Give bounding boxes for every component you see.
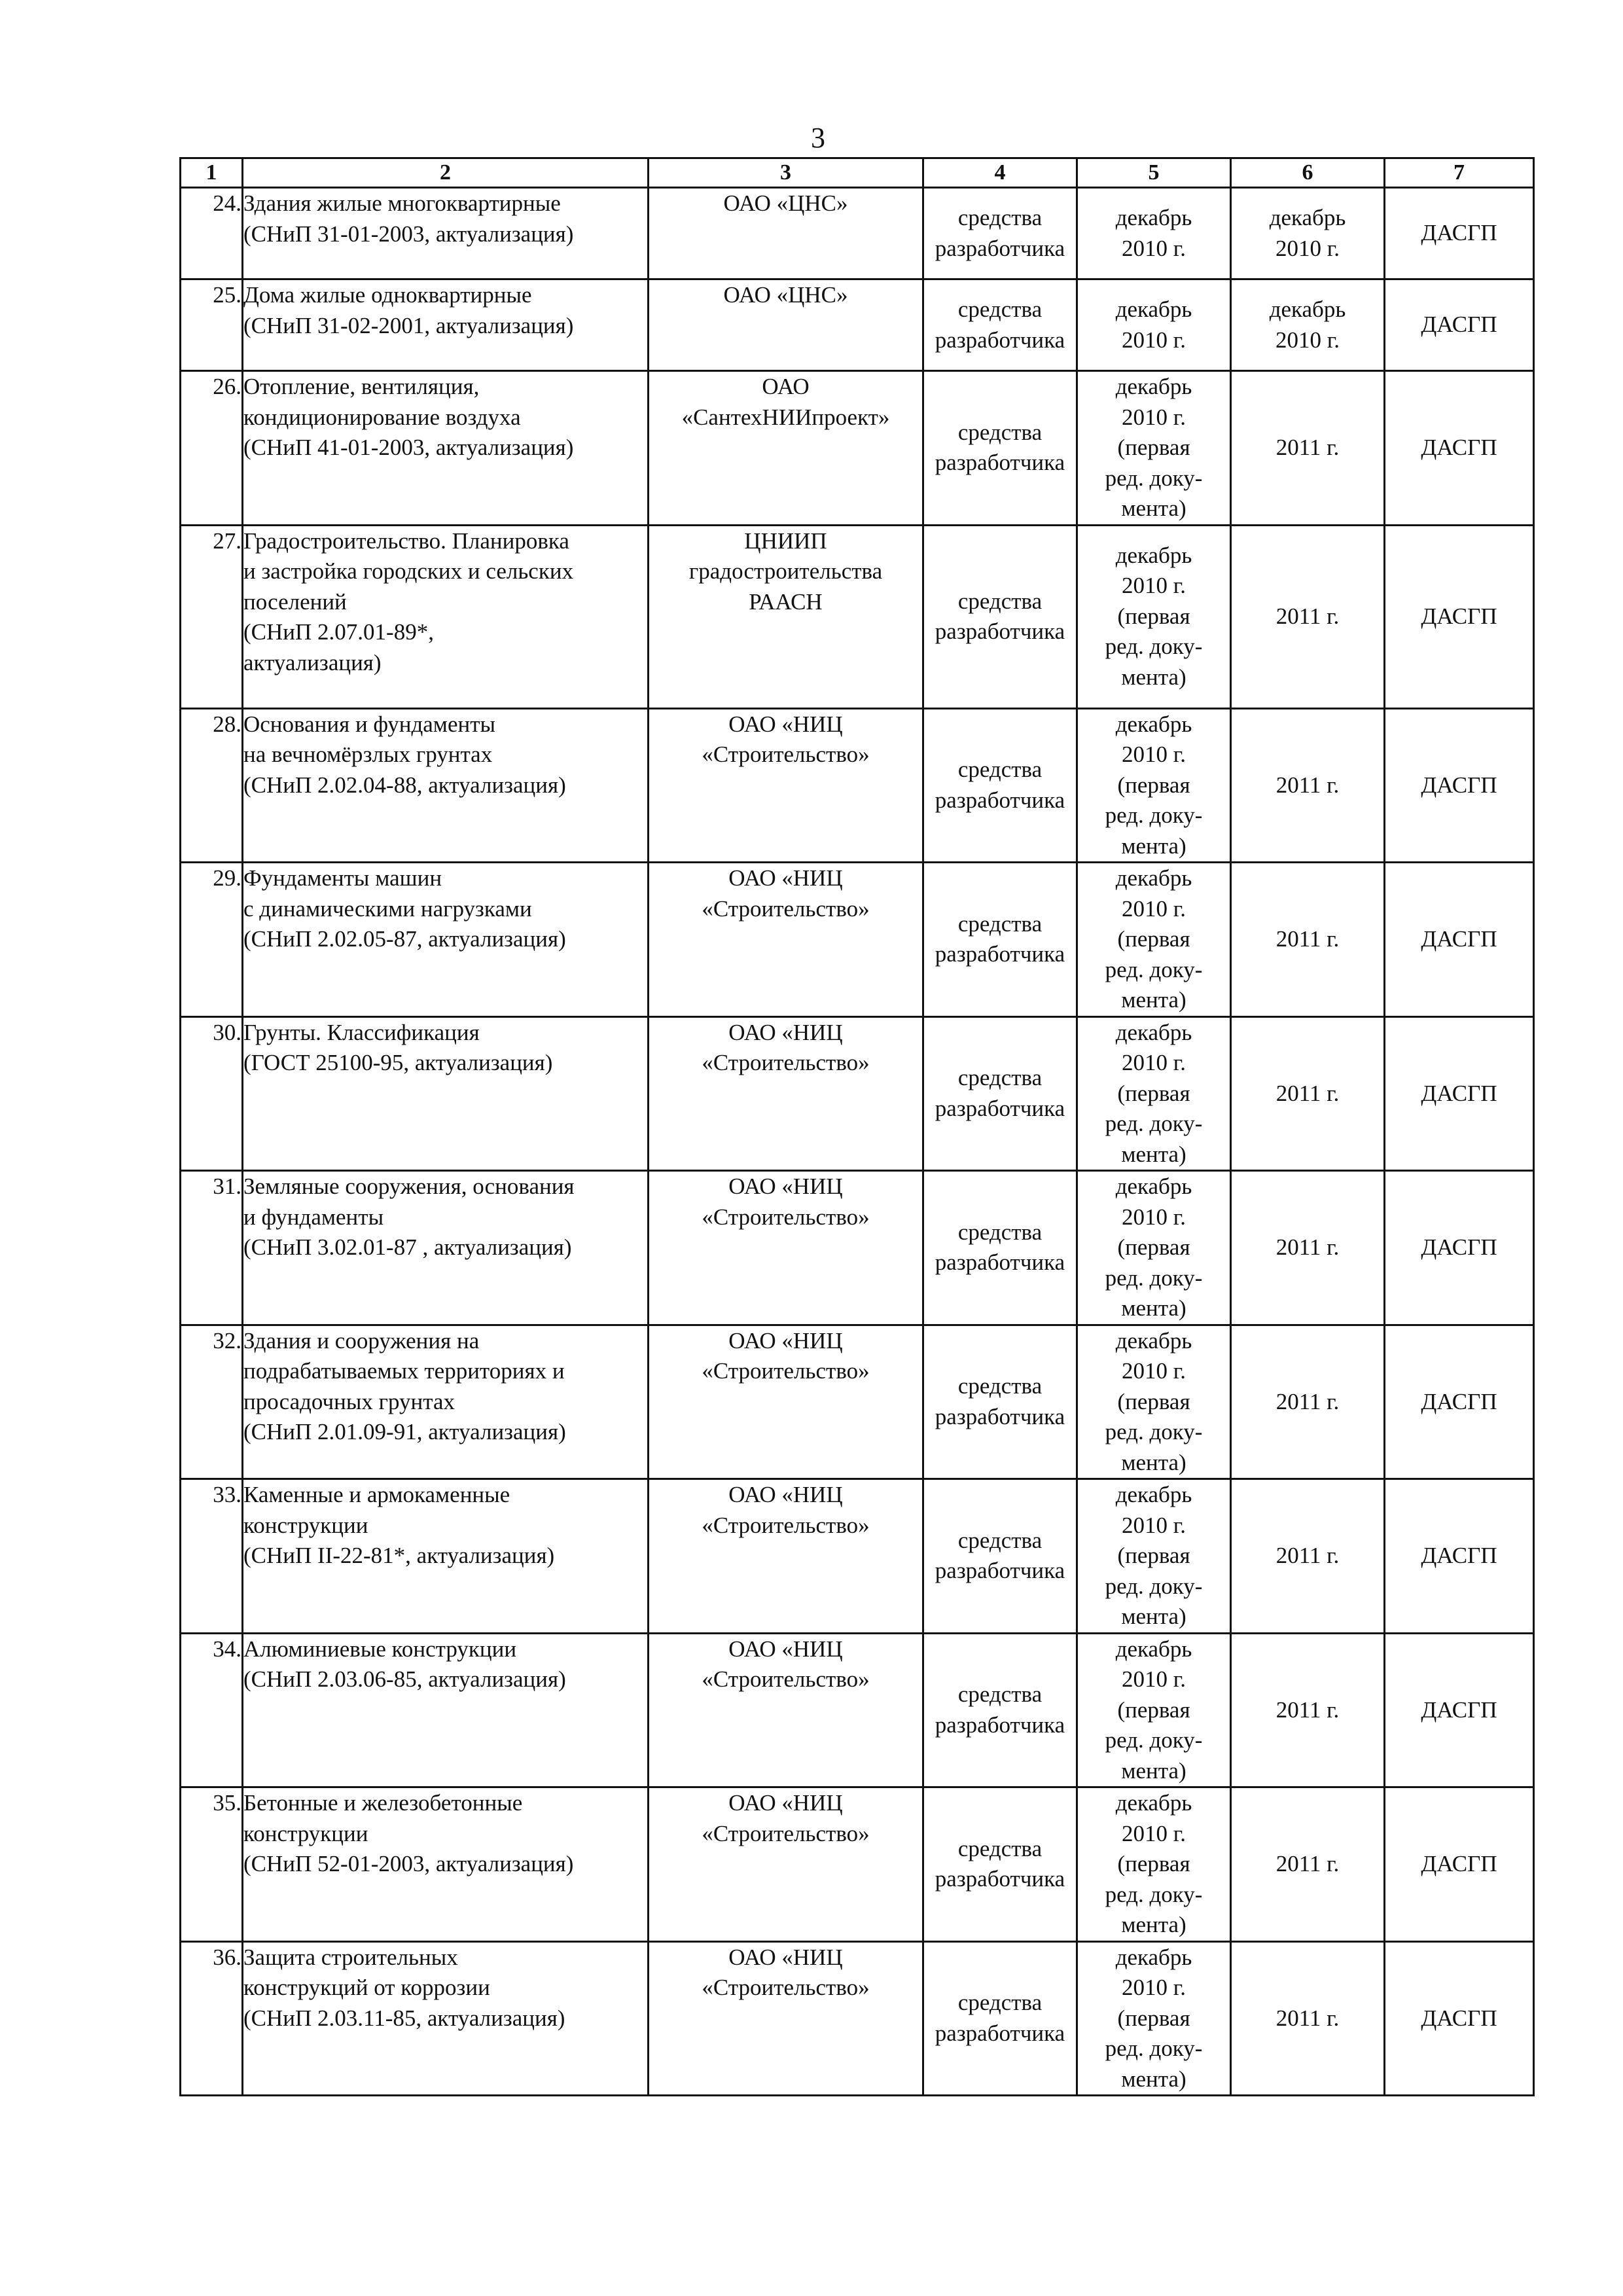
table-row [181, 279, 1534, 371]
developer-organization: ОАО «НИЦ «Строительство» [649, 1787, 923, 1942]
approval-date: 2011 г. [1231, 1633, 1385, 1787]
row-number: 33. [181, 1479, 243, 1634]
approval-date: 2011 г. [1231, 525, 1385, 708]
header-col-7: 7 [1385, 158, 1534, 188]
document-title: Отопление, вентиляция, кондиционирование воздуха (СНиП 41-01-2003, актуализация) [243, 371, 649, 526]
development-date: декабрь 2010 г. (первая ред. доку- мента) [1077, 1941, 1231, 2096]
funding-source: средства разработчика [923, 708, 1077, 863]
row-number: 36. [181, 1941, 243, 2096]
development-date: декабрь 2010 г. (первая ред. доку- мента) [1077, 1479, 1231, 1634]
standards-table [179, 157, 1535, 2096]
approval-date: декабрь 2010 г. [1231, 188, 1385, 279]
document-title: Бетонные и железобетонные конструкции (СНиП 52-01-2003, актуализация) [243, 1787, 649, 1942]
developer-organization: ОАО «НИЦ «Строительство» [649, 1016, 923, 1171]
page-number: 3 [811, 122, 825, 154]
responsible-department: ДАСГП [1385, 1171, 1534, 1325]
funding-source: средства разработчика [923, 525, 1077, 708]
table-row [181, 525, 1534, 708]
funding-source: средства разработчика [923, 863, 1077, 1017]
table-row [181, 1941, 1534, 2096]
developer-organization: ОАО «ЦНС» [649, 279, 923, 371]
row-number: 25. [181, 279, 243, 371]
row-number: 27. [181, 525, 243, 708]
responsible-department: ДАСГП [1385, 708, 1534, 863]
funding-source: средства разработчика [923, 279, 1077, 371]
header-col-5: 5 [1077, 158, 1231, 188]
development-date: декабрь 2010 г. [1077, 188, 1231, 279]
developer-organization: ОАО «СантехНИИпроект» [649, 371, 923, 526]
document-title: Градостроительство. Планировка и застройка городских и сельских поселений (СНиП 2.07.01-89*, актуализация) [243, 525, 649, 708]
development-date: декабрь 2010 г. (первая ред. доку- мента) [1077, 863, 1231, 1017]
header-col-4: 4 [923, 158, 1077, 188]
responsible-department: ДАСГП [1385, 188, 1534, 279]
approval-date: 2011 г. [1231, 708, 1385, 863]
row-number: 31. [181, 1171, 243, 1325]
document-title: Земляные сооружения, основания и фундаменты (СНиП 3.02.01-87 , актуализация) [243, 1171, 649, 1325]
table-row [181, 863, 1534, 1017]
funding-source: средства разработчика [923, 371, 1077, 526]
development-date: декабрь 2010 г. (первая ред. доку- мента) [1077, 371, 1231, 526]
developer-organization: ОАО «НИЦ «Строительство» [649, 1941, 923, 2096]
row-number: 26. [181, 371, 243, 526]
table-row [181, 1479, 1534, 1634]
row-number: 32. [181, 1325, 243, 1479]
table-row [181, 371, 1534, 526]
document-title: Защита строительных конструкций от коррозии (СНиП 2.03.11-85, актуализация) [243, 1941, 649, 2096]
funding-source: средства разработчика [923, 1787, 1077, 1942]
developer-organization: ОАО «НИЦ «Строительство» [649, 1171, 923, 1325]
row-number: 30. [181, 1016, 243, 1171]
document-title: Основания и фундаменты на вечномёрзлых грунтах (СНиП 2.02.04-88, актуализация) [243, 708, 649, 863]
funding-source: средства разработчика [923, 1633, 1077, 1787]
development-date: декабрь 2010 г. (первая ред. доку- мента) [1077, 1016, 1231, 1171]
developer-organization: ОАО «НИЦ «Строительство» [649, 708, 923, 863]
approval-date: 2011 г. [1231, 1941, 1385, 2096]
approval-date: 2011 г. [1231, 1787, 1385, 1942]
header-col-3: 3 [649, 158, 923, 188]
approval-date: декабрь 2010 г. [1231, 279, 1385, 371]
developer-organization: ЦНИИП градостроительства РААСН [649, 525, 923, 708]
developer-organization: ОАО «НИЦ «Строительство» [649, 1633, 923, 1787]
development-date: декабрь 2010 г. [1077, 279, 1231, 371]
responsible-department: ДАСГП [1385, 1325, 1534, 1479]
approval-date: 2011 г. [1231, 1325, 1385, 1479]
row-number: 24. [181, 188, 243, 279]
document-title: Грунты. Классификация (ГОСТ 25100-95, актуализация) [243, 1016, 649, 1171]
responsible-department: ДАСГП [1385, 1787, 1534, 1942]
document-title: Каменные и армокаменные конструкции (СНиП II-22-81*, актуализация) [243, 1479, 649, 1634]
responsible-department: ДАСГП [1385, 279, 1534, 371]
header-row [181, 158, 1534, 188]
responsible-department: ДАСГП [1385, 371, 1534, 526]
responsible-department: ДАСГП [1385, 525, 1534, 708]
approval-date: 2011 г. [1231, 1016, 1385, 1171]
document-title: Здания жилые многоквартирные (СНиП 31-01-2003, актуализация) [243, 188, 649, 279]
developer-organization: ОАО «ЦНС» [649, 188, 923, 279]
approval-date: 2011 г. [1231, 863, 1385, 1017]
document-title: Здания и сооружения на подрабатываемых территориях и просадочных грунтах (СНиП 2.01.09-91, актуализация) [243, 1325, 649, 1479]
funding-source: средства разработчика [923, 1325, 1077, 1479]
developer-organization: ОАО «НИЦ «Строительство» [649, 863, 923, 1017]
funding-source: средства разработчика [923, 188, 1077, 279]
developer-organization: ОАО «НИЦ «Строительство» [649, 1325, 923, 1479]
responsible-department: ДАСГП [1385, 863, 1534, 1017]
responsible-department: ДАСГП [1385, 1941, 1534, 2096]
development-date: декабрь 2010 г. (первая ред. доку- мента) [1077, 708, 1231, 863]
table-row [181, 1325, 1534, 1479]
document-title: Дома жилые одноквартирные (СНиП 31-02-2001, актуализация) [243, 279, 649, 371]
development-date: декабрь 2010 г. (первая ред. доку- мента) [1077, 1787, 1231, 1942]
row-number: 34. [181, 1633, 243, 1787]
row-number: 29. [181, 863, 243, 1017]
approval-date: 2011 г. [1231, 1479, 1385, 1634]
header-col-1: 1 [181, 158, 243, 188]
funding-source: средства разработчика [923, 1016, 1077, 1171]
header-col-2: 2 [243, 158, 649, 188]
development-date: декабрь 2010 г. (первая ред. доку- мента) [1077, 1171, 1231, 1325]
responsible-department: ДАСГП [1385, 1479, 1534, 1634]
development-date: декабрь 2010 г. (первая ред. доку- мента) [1077, 525, 1231, 708]
table-row [181, 708, 1534, 863]
table-row [181, 188, 1534, 279]
development-date: декабрь 2010 г. (первая ред. доку- мента) [1077, 1325, 1231, 1479]
header-col-6: 6 [1231, 158, 1385, 188]
row-number: 35. [181, 1787, 243, 1942]
responsible-department: ДАСГП [1385, 1016, 1534, 1171]
developer-organization: ОАО «НИЦ «Строительство» [649, 1479, 923, 1634]
approval-date: 2011 г. [1231, 1171, 1385, 1325]
funding-source: средства разработчика [923, 1171, 1077, 1325]
funding-source: средства разработчика [923, 1941, 1077, 2096]
row-number: 28. [181, 708, 243, 863]
approval-date: 2011 г. [1231, 371, 1385, 526]
table-row [181, 1633, 1534, 1787]
document-title: Алюминиевые конструкции (СНиП 2.03.06-85, актуализация) [243, 1633, 649, 1787]
responsible-department: ДАСГП [1385, 1633, 1534, 1787]
document-title: Фундаменты машин с динамическими нагрузками (СНиП 2.02.05-87, актуализация) [243, 863, 649, 1017]
table-row [181, 1171, 1534, 1325]
table-row [181, 1787, 1534, 1942]
development-date: декабрь 2010 г. (первая ред. доку- мента) [1077, 1633, 1231, 1787]
table-row [181, 1016, 1534, 1171]
funding-source: средства разработчика [923, 1479, 1077, 1634]
